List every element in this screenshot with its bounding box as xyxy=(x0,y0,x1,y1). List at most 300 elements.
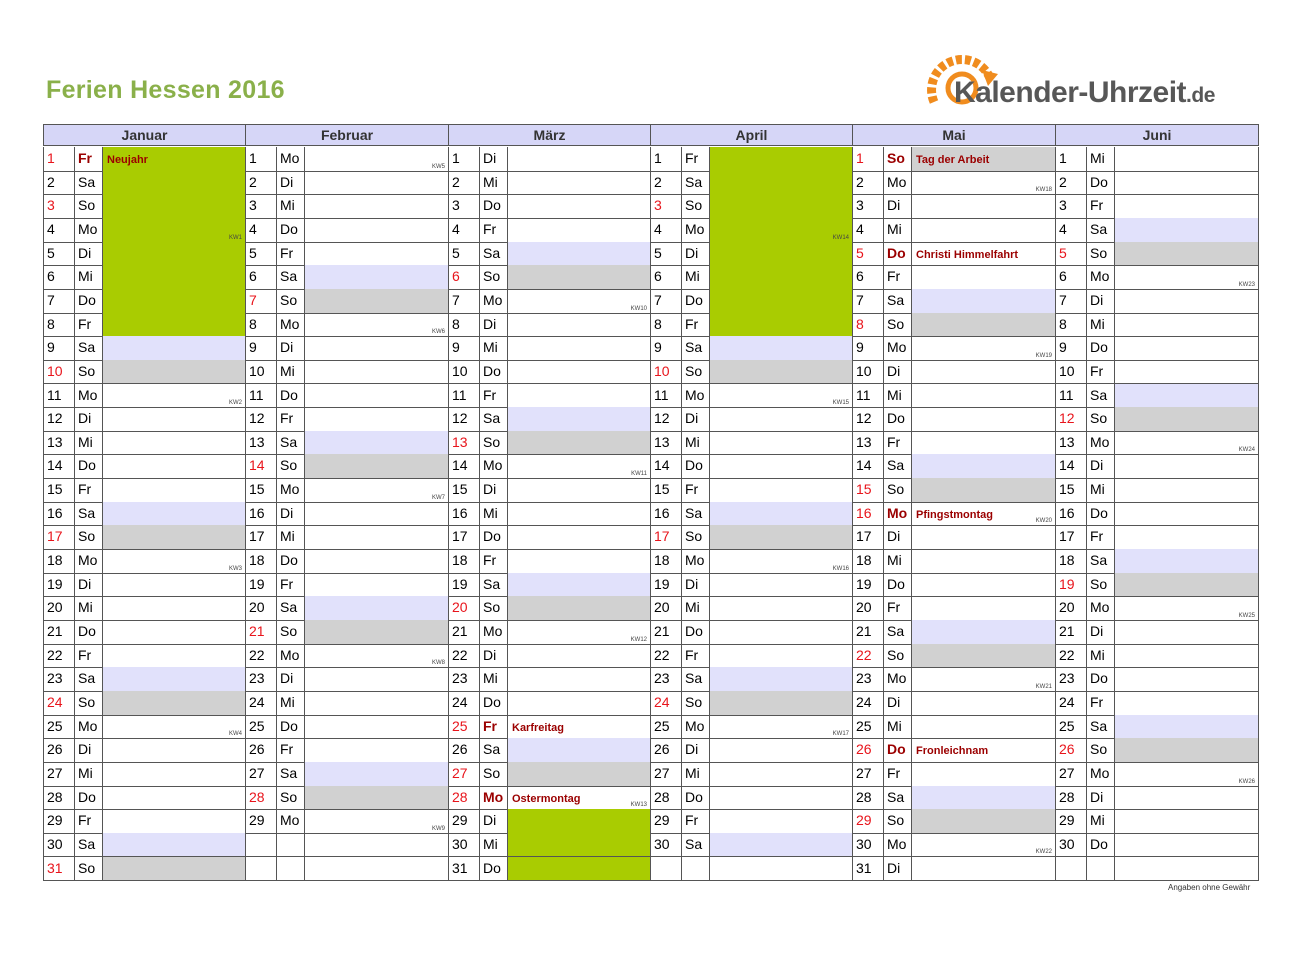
day-note[interactable] xyxy=(102,738,246,763)
day-number: 13 xyxy=(448,431,479,456)
day-note[interactable] xyxy=(1114,715,1259,740)
day-note[interactable] xyxy=(911,454,1056,479)
day-number: 6 xyxy=(448,265,479,290)
day-number: 8 xyxy=(852,313,883,338)
weekday: Fr xyxy=(479,218,507,243)
day-note[interactable] xyxy=(304,218,449,243)
day-note[interactable] xyxy=(304,454,449,479)
day-number: 3 xyxy=(852,194,883,219)
day-note[interactable] xyxy=(1114,620,1259,645)
weekday: Do xyxy=(1086,171,1114,196)
day-number: 6 xyxy=(1055,265,1086,290)
day-number: 14 xyxy=(852,454,883,479)
day-note[interactable] xyxy=(507,407,651,432)
day-note[interactable] xyxy=(911,171,1056,196)
day-note[interactable] xyxy=(102,336,246,361)
day-number: 21 xyxy=(448,620,479,645)
day-number: 23 xyxy=(852,667,883,692)
day-note[interactable] xyxy=(1114,478,1259,503)
day-number: 12 xyxy=(43,407,74,432)
day-note[interactable] xyxy=(102,313,246,338)
day-note[interactable] xyxy=(709,360,853,385)
day-note[interactable] xyxy=(1114,857,1259,882)
day-note[interactable] xyxy=(709,502,853,527)
day-note[interactable] xyxy=(911,407,1056,432)
weekday: Mi xyxy=(883,218,911,243)
weekday: So xyxy=(74,360,102,385)
weekday: Fr xyxy=(276,738,304,763)
weekday: Mi xyxy=(681,596,709,621)
weekday: Mi xyxy=(276,525,304,550)
day-note[interactable] xyxy=(507,786,651,811)
day-note[interactable] xyxy=(102,218,246,243)
day-note[interactable] xyxy=(102,525,246,550)
day-note[interactable] xyxy=(507,762,651,787)
day-note[interactable] xyxy=(507,478,651,503)
day-number: 17 xyxy=(852,525,883,550)
day-number: 23 xyxy=(448,667,479,692)
day-note[interactable] xyxy=(709,833,853,858)
day-note[interactable] xyxy=(102,502,246,527)
day-note[interactable] xyxy=(911,738,1056,763)
day-note[interactable] xyxy=(911,786,1056,811)
weekday: Mo xyxy=(1086,431,1114,456)
weekday: Fr xyxy=(883,431,911,456)
weekday: Do xyxy=(883,573,911,598)
weekday: Mi xyxy=(1086,644,1114,669)
day-note[interactable] xyxy=(709,762,853,787)
weekday: Do xyxy=(1086,833,1114,858)
day-note[interactable] xyxy=(304,525,449,550)
day-note[interactable] xyxy=(709,265,853,290)
weekday: Mi xyxy=(74,265,102,290)
day-note[interactable] xyxy=(1114,289,1259,314)
day-note[interactable] xyxy=(911,857,1056,882)
day-note[interactable] xyxy=(102,147,246,172)
weekday: Di xyxy=(883,857,911,882)
day-note[interactable] xyxy=(911,384,1056,409)
day-note[interactable] xyxy=(709,478,853,503)
logo[interactable] xyxy=(920,40,1250,115)
day-note[interactable] xyxy=(304,573,449,598)
weekday: Sa xyxy=(1086,384,1114,409)
day-number: 2 xyxy=(650,171,681,196)
day-number: 13 xyxy=(852,431,883,456)
day-note[interactable] xyxy=(102,573,246,598)
month-header: Mai xyxy=(852,124,1056,146)
day-number: 31 xyxy=(852,857,883,882)
day-number: 15 xyxy=(650,478,681,503)
day-number: 19 xyxy=(650,573,681,598)
day-note[interactable] xyxy=(709,644,853,669)
day-note[interactable] xyxy=(507,738,651,763)
weekday: So xyxy=(74,857,102,882)
day-note[interactable] xyxy=(911,715,1056,740)
day-note[interactable] xyxy=(1114,525,1259,550)
day-note[interactable] xyxy=(304,384,449,409)
day-note[interactable] xyxy=(709,218,853,243)
day-number: 16 xyxy=(43,502,74,527)
weekday: Mo xyxy=(1086,762,1114,787)
day-note[interactable] xyxy=(102,360,246,385)
day-number: 8 xyxy=(245,313,276,338)
day-note[interactable] xyxy=(102,384,246,409)
day-number: 28 xyxy=(852,786,883,811)
day-note[interactable] xyxy=(911,549,1056,574)
day-note[interactable] xyxy=(102,478,246,503)
day-note[interactable] xyxy=(507,644,651,669)
day-note[interactable] xyxy=(1114,596,1259,621)
day-note[interactable] xyxy=(911,596,1056,621)
day-note[interactable] xyxy=(304,738,449,763)
day-note[interactable] xyxy=(709,289,853,314)
weekday: Mo xyxy=(479,620,507,645)
day-number: 11 xyxy=(1055,384,1086,409)
day-note[interactable] xyxy=(102,857,246,882)
day-note[interactable] xyxy=(911,833,1056,858)
day-note[interactable] xyxy=(304,242,449,267)
day-note[interactable] xyxy=(304,857,449,882)
day-note[interactable] xyxy=(1114,454,1259,479)
day-note[interactable] xyxy=(507,265,651,290)
day-note[interactable] xyxy=(507,809,651,834)
weekday: So xyxy=(276,620,304,645)
day-note[interactable] xyxy=(709,857,853,882)
day-number: 2 xyxy=(43,171,74,196)
day-note[interactable] xyxy=(304,691,449,716)
day-note[interactable] xyxy=(304,336,449,361)
day-note[interactable] xyxy=(911,147,1056,172)
day-number: 17 xyxy=(43,525,74,550)
day-note[interactable] xyxy=(304,289,449,314)
day-note[interactable] xyxy=(1114,242,1259,267)
day-note[interactable] xyxy=(709,336,853,361)
day-number: 8 xyxy=(1055,313,1086,338)
weekday: Mi xyxy=(681,265,709,290)
day-note[interactable] xyxy=(507,384,651,409)
weekday: Sa xyxy=(883,620,911,645)
day-note[interactable] xyxy=(911,289,1056,314)
day-note[interactable] xyxy=(1114,360,1259,385)
weekday: Di xyxy=(883,525,911,550)
day-number: 22 xyxy=(650,644,681,669)
day-note[interactable] xyxy=(304,596,449,621)
day-note[interactable] xyxy=(709,596,853,621)
day-number: 24 xyxy=(852,691,883,716)
day-note[interactable] xyxy=(102,691,246,716)
day-note[interactable] xyxy=(507,573,651,598)
weekday: Di xyxy=(681,738,709,763)
weekday: So xyxy=(479,265,507,290)
day-number: 10 xyxy=(448,360,479,385)
day-note[interactable] xyxy=(507,171,651,196)
weekday: Di xyxy=(479,313,507,338)
day-note[interactable] xyxy=(1114,667,1259,692)
day-note[interactable] xyxy=(507,242,651,267)
weekday: Mo xyxy=(883,667,911,692)
day-note[interactable] xyxy=(102,431,246,456)
day-note[interactable] xyxy=(709,194,853,219)
weekday: Mo xyxy=(74,549,102,574)
day-note[interactable] xyxy=(507,360,651,385)
day-number: 4 xyxy=(43,218,74,243)
day-note[interactable] xyxy=(911,762,1056,787)
day-number: 14 xyxy=(245,454,276,479)
day-number: 4 xyxy=(650,218,681,243)
day-note[interactable] xyxy=(507,336,651,361)
day-number: 27 xyxy=(1055,762,1086,787)
day-note[interactable] xyxy=(1114,431,1259,456)
day-note[interactable] xyxy=(507,857,651,882)
day-note[interactable] xyxy=(507,691,651,716)
day-note[interactable] xyxy=(911,478,1056,503)
holiday-name: Pfingstmontag xyxy=(916,508,993,521)
day-note[interactable] xyxy=(911,431,1056,456)
day-note[interactable] xyxy=(304,194,449,219)
day-number: 25 xyxy=(1055,715,1086,740)
day-note[interactable] xyxy=(102,762,246,787)
day-note[interactable] xyxy=(911,242,1056,267)
day-note[interactable] xyxy=(709,454,853,479)
day-note[interactable] xyxy=(911,809,1056,834)
day-number: 21 xyxy=(1055,620,1086,645)
weekday: Mo xyxy=(276,809,304,834)
day-number xyxy=(245,833,276,858)
day-note[interactable] xyxy=(102,454,246,479)
day-number: 18 xyxy=(852,549,883,574)
weekday xyxy=(681,857,709,882)
weekday: Fr xyxy=(276,573,304,598)
day-note[interactable] xyxy=(1114,644,1259,669)
day-note[interactable] xyxy=(1114,549,1259,574)
day-note[interactable] xyxy=(507,313,651,338)
day-note[interactable] xyxy=(1114,573,1259,598)
day-note[interactable] xyxy=(507,667,651,692)
day-note[interactable] xyxy=(709,738,853,763)
day-note[interactable] xyxy=(1114,738,1259,763)
day-note[interactable] xyxy=(507,147,651,172)
day-number: 24 xyxy=(43,691,74,716)
week-number: KW25 xyxy=(1238,612,1255,619)
disclaimer: Angaben ohne Gewähr xyxy=(1168,883,1251,892)
day-number: 27 xyxy=(448,762,479,787)
day-note[interactable] xyxy=(102,194,246,219)
day-note[interactable] xyxy=(911,360,1056,385)
weekday: Di xyxy=(681,407,709,432)
day-note[interactable] xyxy=(102,715,246,740)
weekday: Do xyxy=(74,454,102,479)
week-number: KW26 xyxy=(1238,778,1255,785)
weekday: Sa xyxy=(1086,715,1114,740)
day-note[interactable] xyxy=(304,502,449,527)
day-number: 27 xyxy=(650,762,681,787)
day-note[interactable] xyxy=(1114,833,1259,858)
day-note[interactable] xyxy=(304,667,449,692)
day-number: 12 xyxy=(852,407,883,432)
day-note[interactable] xyxy=(507,549,651,574)
day-note[interactable] xyxy=(304,360,449,385)
day-note[interactable] xyxy=(1114,407,1259,432)
day-note[interactable] xyxy=(507,596,651,621)
day-number: 17 xyxy=(448,525,479,550)
day-note[interactable] xyxy=(911,573,1056,598)
day-note[interactable] xyxy=(304,620,449,645)
day-note[interactable] xyxy=(911,218,1056,243)
day-note[interactable] xyxy=(304,407,449,432)
day-note[interactable] xyxy=(102,407,246,432)
weekday: Sa xyxy=(681,833,709,858)
weekday: Di xyxy=(1086,786,1114,811)
day-note[interactable] xyxy=(304,762,449,787)
weekday: Mi xyxy=(681,431,709,456)
day-note[interactable] xyxy=(102,289,246,314)
day-note[interactable] xyxy=(1114,384,1259,409)
day-number: 24 xyxy=(1055,691,1086,716)
day-note[interactable] xyxy=(304,549,449,574)
day-note[interactable] xyxy=(507,194,651,219)
day-note[interactable] xyxy=(304,171,449,196)
day-number: 23 xyxy=(650,667,681,692)
day-note[interactable] xyxy=(304,431,449,456)
day-note[interactable] xyxy=(709,573,853,598)
day-note[interactable] xyxy=(507,502,651,527)
day-note[interactable] xyxy=(709,549,853,574)
day-note[interactable] xyxy=(102,833,246,858)
day-number: 15 xyxy=(245,478,276,503)
day-note[interactable] xyxy=(911,265,1056,290)
day-note[interactable] xyxy=(709,242,853,267)
day-note[interactable] xyxy=(1114,171,1259,196)
day-number: 3 xyxy=(1055,194,1086,219)
day-note[interactable] xyxy=(709,667,853,692)
day-note[interactable] xyxy=(1114,218,1259,243)
weekday: Mi xyxy=(479,833,507,858)
day-note[interactable] xyxy=(709,620,853,645)
day-note[interactable] xyxy=(911,525,1056,550)
day-note[interactable] xyxy=(102,242,246,267)
day-note[interactable] xyxy=(911,502,1056,527)
weekday: Sa xyxy=(74,502,102,527)
weekday: Do xyxy=(1086,667,1114,692)
day-note[interactable] xyxy=(911,644,1056,669)
day-note[interactable] xyxy=(1114,762,1259,787)
day-note[interactable] xyxy=(507,620,651,645)
day-number: 19 xyxy=(852,573,883,598)
day-note[interactable] xyxy=(1114,691,1259,716)
day-note[interactable] xyxy=(304,786,449,811)
day-note[interactable] xyxy=(102,549,246,574)
day-number: 7 xyxy=(1055,289,1086,314)
day-number: 6 xyxy=(43,265,74,290)
day-note[interactable] xyxy=(911,336,1056,361)
weekday: Mo xyxy=(74,218,102,243)
day-note[interactable] xyxy=(709,147,853,172)
day-note[interactable] xyxy=(709,691,853,716)
day-number: 1 xyxy=(448,147,479,172)
day-note[interactable] xyxy=(102,171,246,196)
day-note[interactable] xyxy=(1114,786,1259,811)
day-note[interactable] xyxy=(709,525,853,550)
weekday: Mo xyxy=(1086,596,1114,621)
day-note[interactable] xyxy=(709,171,853,196)
day-note[interactable] xyxy=(507,715,651,740)
day-number: 30 xyxy=(43,833,74,858)
day-note[interactable] xyxy=(1114,809,1259,834)
day-number: 8 xyxy=(650,313,681,338)
day-note[interactable] xyxy=(507,525,651,550)
day-note[interactable] xyxy=(911,691,1056,716)
day-number: 2 xyxy=(245,171,276,196)
day-note[interactable] xyxy=(709,407,853,432)
day-number: 26 xyxy=(43,738,74,763)
day-note[interactable] xyxy=(911,667,1056,692)
day-note[interactable] xyxy=(507,218,651,243)
day-number: 26 xyxy=(852,738,883,763)
day-note[interactable] xyxy=(102,786,246,811)
week-number: KW15 xyxy=(832,400,849,407)
day-note[interactable] xyxy=(304,265,449,290)
day-note[interactable] xyxy=(507,833,651,858)
day-note[interactable] xyxy=(911,313,1056,338)
day-number: 5 xyxy=(650,242,681,267)
day-note[interactable] xyxy=(304,715,449,740)
day-note[interactable] xyxy=(709,431,853,456)
weekday: So xyxy=(1086,407,1114,432)
day-note[interactable] xyxy=(102,265,246,290)
weekday: So xyxy=(681,360,709,385)
weekday: So xyxy=(479,431,507,456)
day-note[interactable] xyxy=(102,644,246,669)
logo-name: Kalender-Uhrzeit xyxy=(954,76,1187,109)
day-number: 20 xyxy=(650,596,681,621)
day-note[interactable] xyxy=(304,809,449,834)
day-note[interactable] xyxy=(709,715,853,740)
day-note[interactable] xyxy=(709,313,853,338)
weekday: So xyxy=(681,525,709,550)
day-note[interactable] xyxy=(507,289,651,314)
day-note[interactable] xyxy=(1114,502,1259,527)
day-note[interactable] xyxy=(102,596,246,621)
day-note[interactable] xyxy=(304,833,449,858)
week-number: KW23 xyxy=(1238,281,1255,288)
day-note[interactable] xyxy=(304,313,449,338)
day-note[interactable] xyxy=(911,194,1056,219)
weekday: Fr xyxy=(681,478,709,503)
day-note[interactable] xyxy=(1114,313,1259,338)
day-note[interactable] xyxy=(1114,147,1259,172)
day-note[interactable] xyxy=(102,620,246,645)
day-number: 27 xyxy=(43,762,74,787)
day-note[interactable] xyxy=(304,644,449,669)
day-number: 7 xyxy=(245,289,276,314)
day-number: 1 xyxy=(245,147,276,172)
day-note[interactable] xyxy=(304,478,449,503)
day-note[interactable] xyxy=(709,786,853,811)
day-note[interactable] xyxy=(1114,336,1259,361)
weekday: Di xyxy=(883,691,911,716)
day-note[interactable] xyxy=(911,620,1056,645)
day-note[interactable] xyxy=(709,384,853,409)
day-note[interactable] xyxy=(507,454,651,479)
day-note[interactable] xyxy=(102,809,246,834)
day-note[interactable] xyxy=(102,667,246,692)
day-note[interactable] xyxy=(507,431,651,456)
day-note[interactable] xyxy=(1114,194,1259,219)
day-note[interactable] xyxy=(709,809,853,834)
day-note[interactable] xyxy=(1114,265,1259,290)
day-note[interactable] xyxy=(304,147,449,172)
weekday: Sa xyxy=(479,738,507,763)
